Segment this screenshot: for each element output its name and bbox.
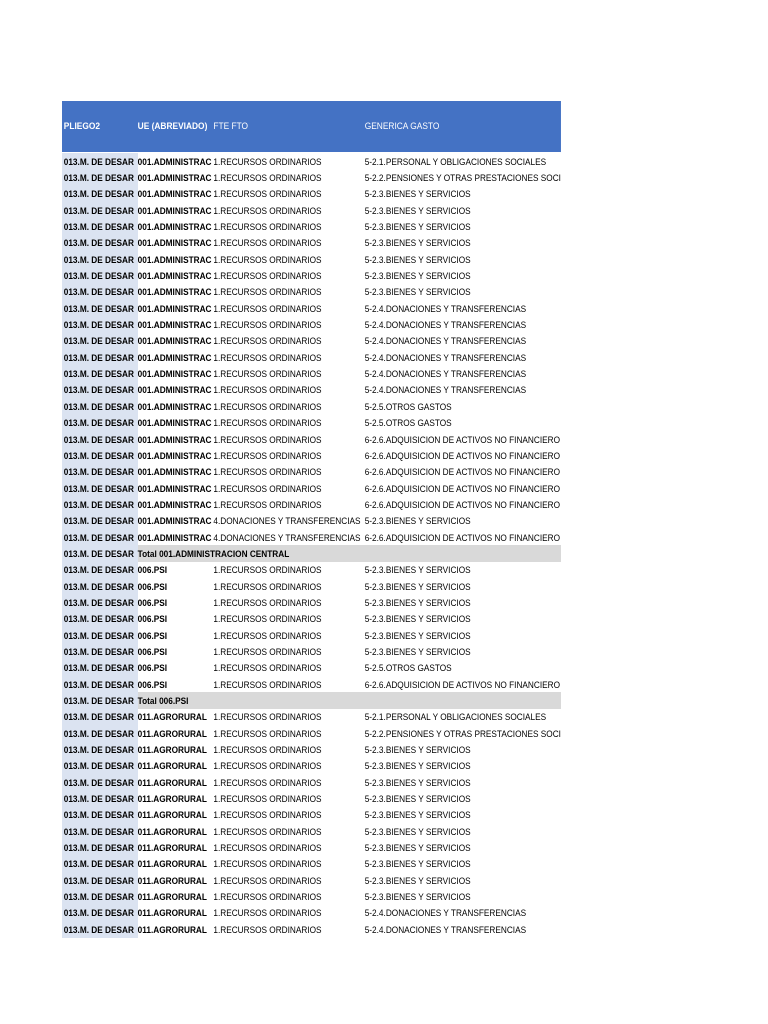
cell-pliego[interactable]: 013.M. DE DESAR	[63, 384, 134, 396]
table-row[interactable]	[62, 888, 561, 904]
cell-generica[interactable]: 5-2.3.BIENES Y SERVICIOS	[364, 809, 471, 821]
table-row[interactable]	[62, 186, 561, 202]
cell-pliego[interactable]: 013.M. DE DESAR	[63, 923, 134, 935]
cell-pliego[interactable]: 013.M. DE DESAR	[63, 368, 134, 380]
cell-ue[interactable]: 011.AGRORURAL	[137, 793, 207, 805]
cell-fte[interactable]: 1.RECURSOS ORDINARIOS	[213, 221, 322, 233]
table-row[interactable]	[62, 643, 561, 659]
cell-fte[interactable]: 1.RECURSOS ORDINARIOS	[213, 302, 322, 314]
cell-generica[interactable]: 5-2.3.BIENES Y SERVICIOS	[364, 188, 471, 200]
table-row[interactable]	[62, 267, 561, 283]
cell-pliego[interactable]: 013.M. DE DESAR	[63, 891, 134, 903]
cell-ue[interactable]: 001.ADMINISTRAC	[137, 335, 212, 347]
cell-fte[interactable]: 1.RECURSOS ORDINARIOS	[213, 400, 322, 412]
cell-pliego[interactable]: 013.M. DE DESAR	[63, 204, 134, 216]
cell-ue[interactable]: 006.PSI	[137, 564, 168, 576]
table-row[interactable]	[62, 464, 561, 480]
cell-ue[interactable]: 001.ADMINISTRAC	[137, 498, 212, 510]
table-row[interactable]	[62, 839, 561, 855]
cell-pliego[interactable]: 013.M. DE DESAR	[63, 629, 134, 641]
cell-ue[interactable]: 006.PSI	[137, 629, 168, 641]
cell-fte[interactable]: 1.RECURSOS ORDINARIOS	[213, 564, 322, 576]
cell-generica[interactable]: 5-2.4.DONACIONES Y TRANSFERENCIAS	[364, 319, 527, 331]
cell-ue[interactable]: 006.PSI	[137, 613, 168, 625]
cell-fte[interactable]: 1.RECURSOS ORDINARIOS	[213, 891, 322, 903]
cell-ue[interactable]: 001.ADMINISTRAC	[137, 417, 212, 429]
cell-generica[interactable]: 5-2.4.DONACIONES Y TRANSFERENCIAS	[364, 923, 527, 935]
cell-pliego[interactable]: 013.M. DE DESAR	[63, 809, 134, 821]
cell-ue[interactable]: 001.ADMINISTRAC	[137, 531, 212, 543]
cell-ue[interactable]: 011.AGRORURAL	[137, 727, 207, 739]
cell-ue[interactable]: 011.AGRORURAL	[137, 858, 207, 870]
cell-fte[interactable]: 1.RECURSOS ORDINARIOS	[213, 907, 322, 919]
cell-ue[interactable]: 001.ADMINISTRAC	[137, 433, 212, 445]
cell-pliego[interactable]: 013.M. DE DESAR	[63, 613, 134, 625]
table-row[interactable]	[62, 856, 561, 872]
cell-fte[interactable]: 1.RECURSOS ORDINARIOS	[213, 776, 322, 788]
cell-generica[interactable]: 5-2.3.BIENES Y SERVICIOS	[364, 580, 471, 592]
cell-fte[interactable]: 4.DONACIONES Y TRANSFERENCIAS	[213, 531, 361, 543]
cell-ue[interactable]: 011.AGRORURAL	[137, 760, 207, 772]
cell-generica[interactable]: 6-2.6.ADQUISICION DE ACTIVOS NO FINANCIERO	[364, 482, 561, 494]
cell-pliego[interactable]: 013.M. DE DESAR	[63, 515, 134, 527]
cell-generica[interactable]: 5-2.4.DONACIONES Y TRANSFERENCIAS	[364, 384, 527, 396]
cell-ue[interactable]: 001.ADMINISTRAC	[137, 237, 212, 249]
cell-fte[interactable]: 1.RECURSOS ORDINARIOS	[213, 498, 322, 510]
table-row[interactable]	[62, 333, 561, 349]
cell-fte[interactable]: 1.RECURSOS ORDINARIOS	[213, 678, 322, 690]
cell-fte[interactable]: 1.RECURSOS ORDINARIOS	[213, 662, 322, 674]
table-row[interactable]	[62, 300, 561, 316]
table-row[interactable]	[62, 284, 561, 300]
table-row[interactable]	[62, 611, 561, 627]
cell-ue[interactable]: 011.AGRORURAL	[137, 907, 207, 919]
header-generica[interactable]: GENERICA GASTO	[364, 121, 440, 132]
cell-pliego[interactable]: 013.M. DE DESAR	[63, 580, 134, 592]
cell-fte[interactable]: 1.RECURSOS ORDINARIOS	[213, 760, 322, 772]
cell-generica[interactable]: 6-2.6.ADQUISICION DE ACTIVOS NO FINANCIERO	[364, 466, 561, 478]
cell-generica[interactable]: 5-2.4.DONACIONES Y TRANSFERENCIAS	[364, 335, 527, 347]
cell-ue[interactable]: 001.ADMINISTRAC	[137, 253, 212, 265]
cell-pliego[interactable]: 013.M. DE DESAR	[63, 744, 134, 756]
cell-fte[interactable]: 1.RECURSOS ORDINARIOS	[213, 286, 322, 298]
cell-generica[interactable]: 6-2.6.ADQUISICION DE ACTIVOS NO FINANCIERO	[364, 531, 561, 543]
cell-pliego[interactable]: 013.M. DE DESAR	[63, 221, 134, 233]
cell-pliego[interactable]: 013.M. DE DESAR	[63, 858, 134, 870]
cell-fte[interactable]: 1.RECURSOS ORDINARIOS	[213, 466, 322, 478]
cell-pliego[interactable]: 013.M. DE DESAR	[63, 466, 134, 478]
total-row[interactable]	[62, 692, 561, 708]
table-row[interactable]	[62, 758, 561, 774]
table-header	[62, 101, 561, 153]
cell-pliego[interactable]: 013.M. DE DESAR	[63, 793, 134, 805]
cell-generica[interactable]: 5-2.2.PENSIONES Y OTRAS PRESTACIONES SOCI	[364, 727, 561, 739]
cell-ue[interactable]: 001.ADMINISTRAC	[137, 221, 212, 233]
table-row[interactable]	[62, 415, 561, 431]
table-row[interactable]	[62, 365, 561, 381]
cell-fte[interactable]: 1.RECURSOS ORDINARIOS	[213, 711, 322, 723]
cell-ue[interactable]: 001.ADMINISTRAC	[137, 351, 212, 363]
cell-fte[interactable]: 1.RECURSOS ORDINARIOS	[213, 596, 322, 608]
table-row[interactable]	[62, 578, 561, 594]
cell-generica[interactable]: 5-2.3.BIENES Y SERVICIOS	[364, 204, 471, 216]
cell-generica[interactable]: 5-2.5.OTROS GASTOS	[364, 662, 452, 674]
cell-ue[interactable]: 001.ADMINISTRAC	[137, 400, 212, 412]
table-row[interactable]	[62, 594, 561, 610]
table-row[interactable]	[62, 627, 561, 643]
cell-ue[interactable]: 001.ADMINISTRAC	[137, 449, 212, 461]
cell-pliego[interactable]: 013.M. DE DESAR	[63, 482, 134, 494]
cell-generica[interactable]: 5-2.1.PERSONAL Y OBLIGACIONES SOCIALES	[364, 711, 547, 723]
cell-fte[interactable]: 1.RECURSOS ORDINARIOS	[213, 319, 322, 331]
table-row[interactable]	[62, 496, 561, 512]
table-row[interactable]	[62, 431, 561, 447]
cell-ue[interactable]: 001.ADMINISTRAC	[137, 204, 212, 216]
cell-ue[interactable]: 011.AGRORURAL	[137, 776, 207, 788]
cell-ue[interactable]: 011.AGRORURAL	[137, 809, 207, 821]
cell-generica[interactable]: 5-2.2.PENSIONES Y OTRAS PRESTACIONES SOCI	[364, 172, 561, 184]
cell-generica[interactable]: 5-2.3.BIENES Y SERVICIOS	[364, 270, 471, 282]
table-row[interactable]	[62, 235, 561, 251]
cell-fte[interactable]: 1.RECURSOS ORDINARIOS	[213, 613, 322, 625]
cell-total-label[interactable]: Total 006.PSI	[137, 695, 189, 707]
cell-generica[interactable]: 5-2.3.BIENES Y SERVICIOS	[364, 253, 471, 265]
table-row[interactable]	[62, 660, 561, 676]
cell-ue[interactable]: 001.ADMINISTRAC	[137, 319, 212, 331]
cell-fte[interactable]: 1.RECURSOS ORDINARIOS	[213, 237, 322, 249]
cell-pliego[interactable]: 013.M. DE DESAR	[63, 564, 134, 576]
table-row[interactable]	[62, 218, 561, 234]
table-row[interactable]	[62, 774, 561, 790]
table-body	[62, 153, 561, 938]
cell-generica[interactable]: 5-2.3.BIENES Y SERVICIOS	[364, 515, 471, 527]
cell-generica[interactable]: 5-2.3.BIENES Y SERVICIOS	[364, 776, 471, 788]
cell-fte[interactable]: 1.RECURSOS ORDINARIOS	[213, 417, 322, 429]
cell-pliego[interactable]: 013.M. DE DESAR	[63, 547, 134, 559]
cell-ue[interactable]: 001.ADMINISTRAC	[137, 384, 212, 396]
cell-generica[interactable]: 5-2.3.BIENES Y SERVICIOS	[364, 760, 471, 772]
cell-pliego[interactable]: 013.M. DE DESAR	[63, 727, 134, 739]
cell-pliego[interactable]: 013.M. DE DESAR	[63, 433, 134, 445]
spreadsheet-table	[62, 101, 561, 938]
cell-ue[interactable]: 001.ADMINISTRAC	[137, 515, 212, 527]
cell-ue[interactable]: 001.ADMINISTRAC	[137, 270, 212, 282]
table-row[interactable]	[62, 251, 561, 267]
cell-ue[interactable]: 006.PSI	[137, 645, 168, 657]
cell-fte[interactable]: 1.RECURSOS ORDINARIOS	[213, 842, 322, 854]
table-row[interactable]	[62, 562, 561, 578]
cell-pliego[interactable]: 013.M. DE DESAR	[63, 874, 134, 886]
cell-ue[interactable]: 001.ADMINISTRAC	[137, 466, 212, 478]
table-row[interactable]	[62, 202, 561, 218]
cell-fte[interactable]: 1.RECURSOS ORDINARIOS	[213, 629, 322, 641]
cell-ue[interactable]: 011.AGRORURAL	[137, 825, 207, 837]
header-fte[interactable]: FTE FTO	[213, 121, 249, 132]
cell-pliego[interactable]: 013.M. DE DESAR	[63, 253, 134, 265]
cell-ue[interactable]: 011.AGRORURAL	[137, 744, 207, 756]
cell-pliego[interactable]: 013.M. DE DESAR	[63, 695, 134, 707]
cell-pliego[interactable]: 013.M. DE DESAR	[63, 417, 134, 429]
cell-pliego[interactable]: 013.M. DE DESAR	[63, 237, 134, 249]
cell-pliego[interactable]: 013.M. DE DESAR	[63, 172, 134, 184]
cell-generica[interactable]: 5-2.3.BIENES Y SERVICIOS	[364, 286, 471, 298]
table-row[interactable]	[62, 169, 561, 185]
cell-fte[interactable]: 1.RECURSOS ORDINARIOS	[213, 482, 322, 494]
cell-pliego[interactable]: 013.M. DE DESAR	[63, 776, 134, 788]
cell-generica[interactable]: 5-2.5.OTROS GASTOS	[364, 400, 452, 412]
cell-pliego[interactable]: 013.M. DE DESAR	[63, 351, 134, 363]
table-row[interactable]	[62, 725, 561, 741]
table-row[interactable]	[62, 529, 561, 545]
cell-generica[interactable]: 5-2.3.BIENES Y SERVICIOS	[364, 645, 471, 657]
cell-fte[interactable]: 1.RECURSOS ORDINARIOS	[213, 645, 322, 657]
table-row[interactable]	[62, 741, 561, 757]
cell-ue[interactable]: 011.AGRORURAL	[137, 711, 207, 723]
cell-fte[interactable]: 1.RECURSOS ORDINARIOS	[213, 384, 322, 396]
cell-ue[interactable]: 006.PSI	[137, 580, 168, 592]
cell-ue[interactable]: 006.PSI	[137, 662, 168, 674]
cell-ue[interactable]: 006.PSI	[137, 596, 168, 608]
cell-generica[interactable]: 5-2.4.DONACIONES Y TRANSFERENCIAS	[364, 351, 527, 363]
cell-generica[interactable]: 6-2.6.ADQUISICION DE ACTIVOS NO FINANCIERO	[364, 449, 561, 461]
table-row[interactable]	[62, 480, 561, 496]
cell-generica[interactable]: 5-2.4.DONACIONES Y TRANSFERENCIAS	[364, 907, 527, 919]
cell-generica[interactable]: 5-2.3.BIENES Y SERVICIOS	[364, 891, 471, 903]
cell-pliego[interactable]: 013.M. DE DESAR	[63, 286, 134, 298]
cell-fte[interactable]: 1.RECURSOS ORDINARIOS	[213, 351, 322, 363]
table-row[interactable]	[62, 807, 561, 823]
cell-ue[interactable]: 011.AGRORURAL	[137, 874, 207, 886]
cell-fte[interactable]: 1.RECURSOS ORDINARIOS	[213, 188, 322, 200]
header-pliego[interactable]: PLIEGO2	[63, 121, 101, 132]
cell-generica[interactable]: 5-2.3.BIENES Y SERVICIOS	[364, 874, 471, 886]
cell-pliego[interactable]: 013.M. DE DESAR	[63, 531, 134, 543]
table-row[interactable]	[62, 316, 561, 332]
cell-generica[interactable]: 5-2.3.BIENES Y SERVICIOS	[364, 858, 471, 870]
cell-ue[interactable]: 011.AGRORURAL	[137, 891, 207, 903]
cell-pliego[interactable]: 013.M. DE DESAR	[63, 302, 134, 314]
cell-fte[interactable]: 1.RECURSOS ORDINARIOS	[213, 433, 322, 445]
cell-pliego[interactable]: 013.M. DE DESAR	[63, 760, 134, 772]
cell-ue[interactable]: 001.ADMINISTRAC	[137, 368, 212, 380]
table-row[interactable]	[62, 513, 561, 529]
table-row[interactable]	[62, 790, 561, 806]
cell-fte[interactable]: 1.RECURSOS ORDINARIOS	[213, 727, 322, 739]
cell-pliego[interactable]: 013.M. DE DESAR	[63, 400, 134, 412]
table-row[interactable]	[62, 709, 561, 725]
cell-fte[interactable]: 1.RECURSOS ORDINARIOS	[213, 874, 322, 886]
cell-pliego[interactable]: 013.M. DE DESAR	[63, 907, 134, 919]
cell-fte[interactable]: 1.RECURSOS ORDINARIOS	[213, 270, 322, 282]
cell-pliego[interactable]: 013.M. DE DESAR	[63, 842, 134, 854]
cell-generica[interactable]: 5-2.3.BIENES Y SERVICIOS	[364, 564, 471, 576]
cell-ue[interactable]: 001.ADMINISTRAC	[137, 155, 212, 167]
cell-generica[interactable]: 5-2.3.BIENES Y SERVICIOS	[364, 221, 471, 233]
cell-pliego[interactable]: 013.M. DE DESAR	[63, 155, 134, 167]
header-ue[interactable]: UE (ABREVIADO)	[137, 121, 208, 132]
cell-pliego[interactable]: 013.M. DE DESAR	[63, 596, 134, 608]
table-row[interactable]	[62, 398, 561, 414]
cell-generica[interactable]: 5-2.3.BIENES Y SERVICIOS	[364, 237, 471, 249]
table-row[interactable]	[62, 447, 561, 463]
cell-pliego[interactable]: 013.M. DE DESAR	[63, 825, 134, 837]
cell-fte[interactable]: 1.RECURSOS ORDINARIOS	[213, 580, 322, 592]
table-row[interactable]	[62, 823, 561, 839]
cell-pliego[interactable]: 013.M. DE DESAR	[63, 270, 134, 282]
cell-generica[interactable]: 6-2.6.ADQUISICION DE ACTIVOS NO FINANCIERO	[364, 498, 561, 510]
cell-fte[interactable]: 1.RECURSOS ORDINARIOS	[213, 793, 322, 805]
cell-generica[interactable]: 6-2.6.ADQUISICION DE ACTIVOS NO FINANCIERO	[364, 678, 561, 690]
total-row[interactable]	[62, 545, 561, 561]
cell-generica[interactable]: 5-2.3.BIENES Y SERVICIOS	[364, 793, 471, 805]
cell-generica[interactable]: 5-2.3.BIENES Y SERVICIOS	[364, 744, 471, 756]
cell-fte[interactable]: 1.RECURSOS ORDINARIOS	[213, 809, 322, 821]
cell-total-label[interactable]: Total 001.ADMINISTRACION CENTRAL	[137, 547, 290, 559]
cell-generica[interactable]: 5-2.1.PERSONAL Y OBLIGACIONES SOCIALES	[364, 155, 547, 167]
table-row[interactable]	[62, 905, 561, 921]
cell-fte[interactable]: 1.RECURSOS ORDINARIOS	[213, 204, 322, 216]
cell-ue[interactable]: 001.ADMINISTRAC	[137, 172, 212, 184]
cell-ue[interactable]: 006.PSI	[137, 678, 168, 690]
cell-generica[interactable]: 5-2.4.DONACIONES Y TRANSFERENCIAS	[364, 368, 527, 380]
cell-fte[interactable]: 1.RECURSOS ORDINARIOS	[213, 253, 322, 265]
table-row[interactable]	[62, 921, 561, 937]
cell-generica[interactable]: 5-2.4.DONACIONES Y TRANSFERENCIAS	[364, 302, 527, 314]
cell-fte[interactable]: 4.DONACIONES Y TRANSFERENCIAS	[213, 515, 361, 527]
cell-generica[interactable]: 6-2.6.ADQUISICION DE ACTIVOS NO FINANCIERO	[364, 433, 561, 445]
table-row[interactable]	[62, 349, 561, 365]
cell-fte[interactable]: 1.RECURSOS ORDINARIOS	[213, 923, 322, 935]
cell-ue[interactable]: 001.ADMINISTRAC	[137, 302, 212, 314]
cell-pliego[interactable]: 013.M. DE DESAR	[63, 319, 134, 331]
cell-ue[interactable]: 001.ADMINISTRAC	[137, 482, 212, 494]
cell-fte[interactable]: 1.RECURSOS ORDINARIOS	[213, 155, 322, 167]
cell-generica[interactable]: 5-2.3.BIENES Y SERVICIOS	[364, 842, 471, 854]
cell-generica[interactable]: 5-2.3.BIENES Y SERVICIOS	[364, 613, 471, 625]
cell-pliego[interactable]: 013.M. DE DESAR	[63, 662, 134, 674]
cell-fte[interactable]: 1.RECURSOS ORDINARIOS	[213, 744, 322, 756]
table-row[interactable]	[62, 676, 561, 692]
cell-fte[interactable]: 1.RECURSOS ORDINARIOS	[213, 335, 322, 347]
cell-ue[interactable]: 011.AGRORURAL	[137, 842, 207, 854]
table-row[interactable]	[62, 872, 561, 888]
cell-pliego[interactable]: 013.M. DE DESAR	[63, 711, 134, 723]
cell-generica[interactable]: 5-2.3.BIENES Y SERVICIOS	[364, 825, 471, 837]
cell-fte[interactable]: 1.RECURSOS ORDINARIOS	[213, 172, 322, 184]
cell-fte[interactable]: 1.RECURSOS ORDINARIOS	[213, 368, 322, 380]
cell-ue[interactable]: 001.ADMINISTRAC	[137, 188, 212, 200]
cell-pliego[interactable]: 013.M. DE DESAR	[63, 645, 134, 657]
cell-generica[interactable]: 5-2.5.OTROS GASTOS	[364, 417, 452, 429]
cell-generica[interactable]: 5-2.3.BIENES Y SERVICIOS	[364, 596, 471, 608]
cell-ue[interactable]: 001.ADMINISTRAC	[137, 286, 212, 298]
cell-fte[interactable]: 1.RECURSOS ORDINARIOS	[213, 858, 322, 870]
table-row[interactable]	[62, 153, 561, 169]
cell-ue[interactable]: 011.AGRORURAL	[137, 923, 207, 935]
cell-pliego[interactable]: 013.M. DE DESAR	[63, 678, 134, 690]
cell-generica[interactable]: 5-2.3.BIENES Y SERVICIOS	[364, 629, 471, 641]
cell-pliego[interactable]: 013.M. DE DESAR	[63, 498, 134, 510]
cell-pliego[interactable]: 013.M. DE DESAR	[63, 335, 134, 347]
cell-fte[interactable]: 1.RECURSOS ORDINARIOS	[213, 449, 322, 461]
cell-fte[interactable]: 1.RECURSOS ORDINARIOS	[213, 825, 322, 837]
cell-pliego[interactable]: 013.M. DE DESAR	[63, 188, 134, 200]
cell-pliego[interactable]: 013.M. DE DESAR	[63, 449, 134, 461]
table-row[interactable]	[62, 382, 561, 398]
